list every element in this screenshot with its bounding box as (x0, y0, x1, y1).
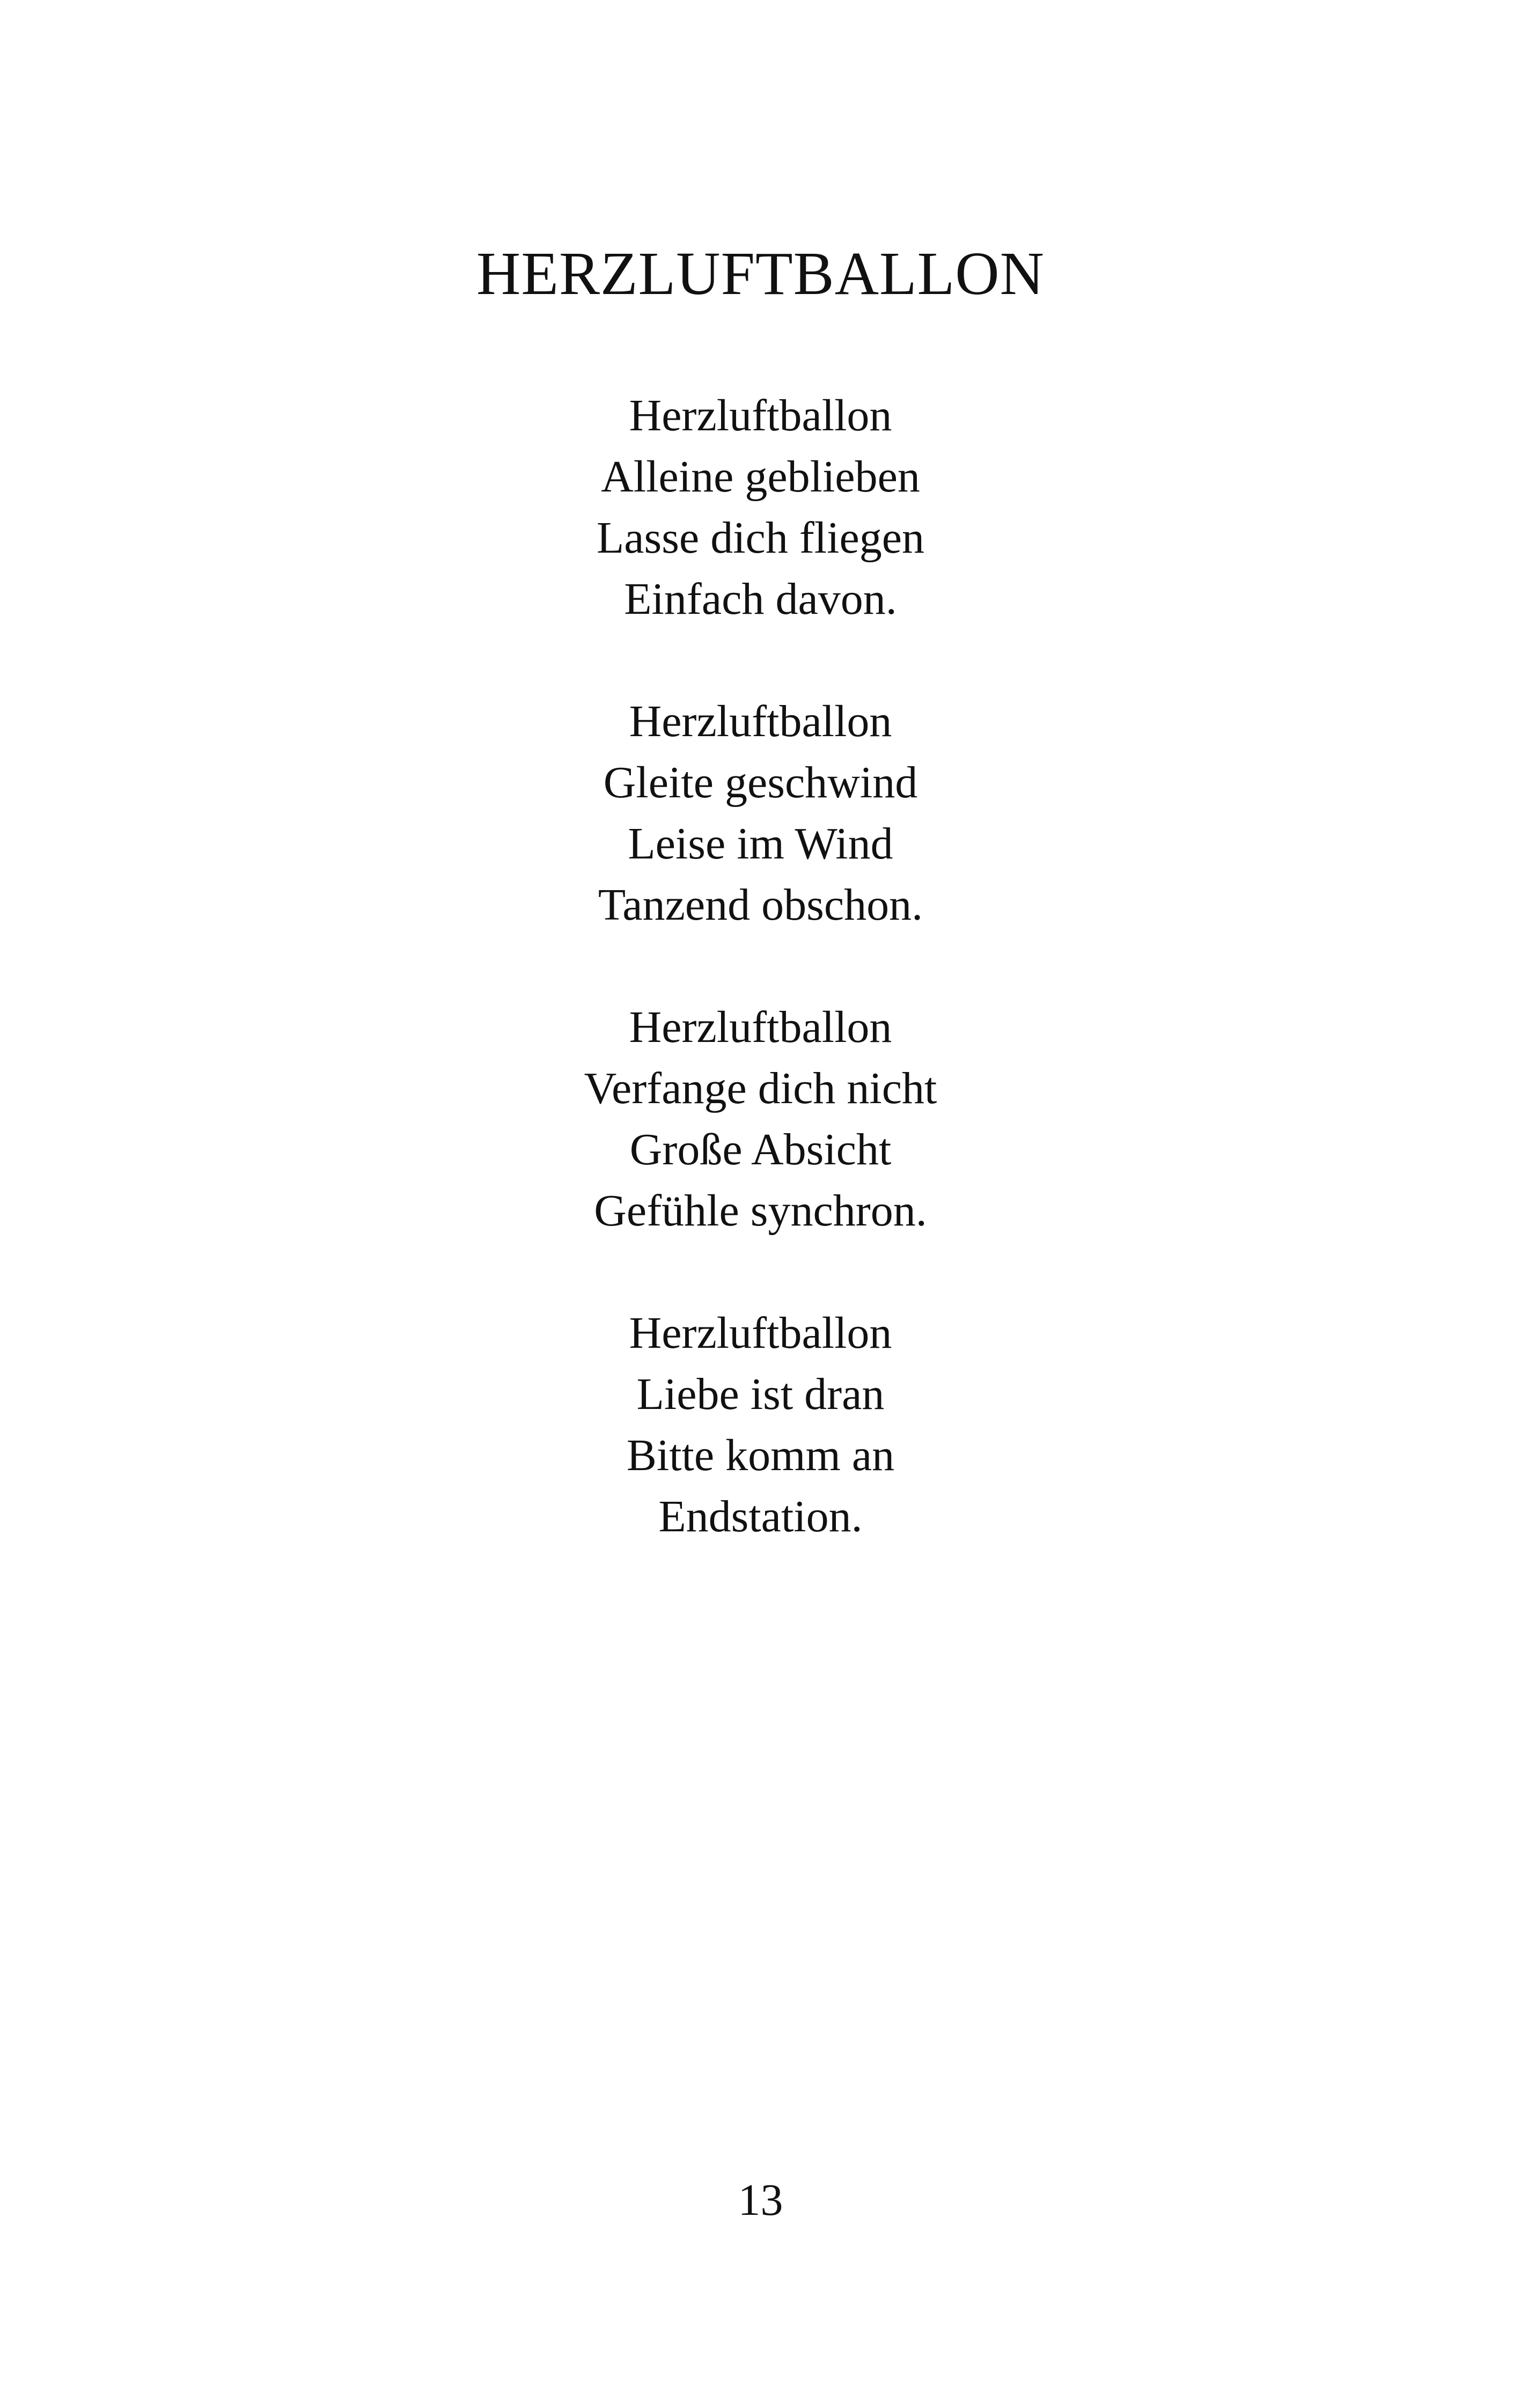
poem-title: HERZLUFTBALLON (476, 239, 1045, 307)
poem-line: Herzluftballon (629, 1002, 892, 1052)
poem-line: Liebe ist dran (636, 1369, 885, 1419)
poem-line: Leise im Wind (628, 819, 893, 869)
poem-line: Lasse dich fliegen (596, 513, 925, 563)
poem-line: Einfach davon. (624, 574, 897, 624)
poem-body (0, 385, 1521, 1609)
poem-line: Verfange dich nicht (584, 1063, 937, 1113)
page-number: 13 (738, 2175, 783, 2225)
poem-line: Gefühle synchron. (594, 1186, 927, 1236)
poem-line: Herzluftballon (629, 391, 892, 441)
stanza-2 (0, 691, 1521, 936)
poem-line: Endstation. (658, 1492, 863, 1541)
poem-line: Herzluftballon (629, 1308, 892, 1358)
poem-line: Herzluftballon (629, 696, 892, 746)
poem-line: Bitte komm an (626, 1430, 895, 1480)
stanza-3 (0, 997, 1521, 1242)
poem-line: Tanzend obschon. (598, 880, 923, 930)
stanza-1 (0, 385, 1521, 630)
poem-line: Alleine geblieben (601, 452, 920, 502)
stanza-4 (0, 1303, 1521, 1547)
poem-line: Gleite geschwind (603, 758, 918, 807)
poem-line: Große Absicht (629, 1125, 892, 1174)
